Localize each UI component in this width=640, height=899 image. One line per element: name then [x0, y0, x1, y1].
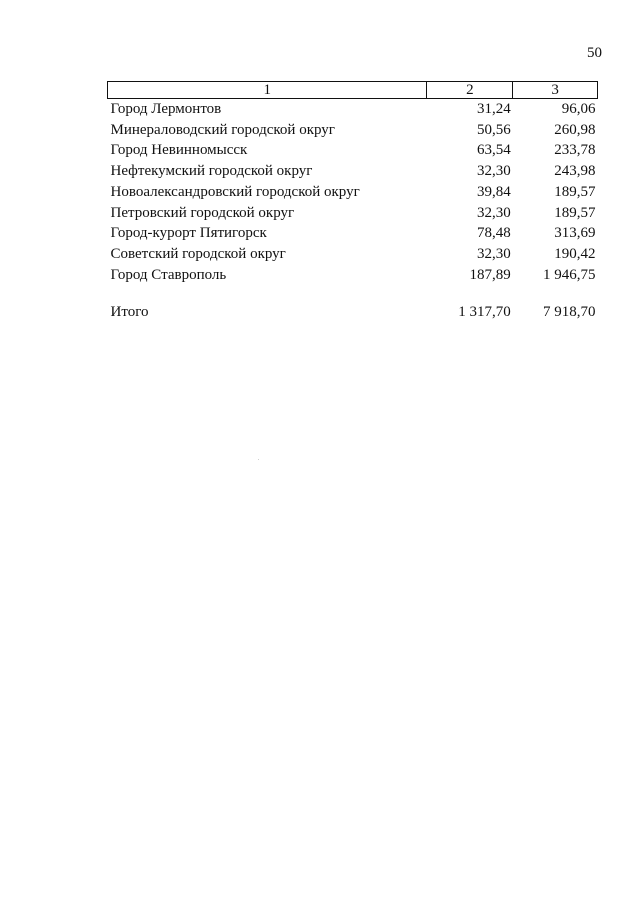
row-value-col2: 32,30 [476, 204, 511, 221]
spacer-cell [513, 285, 598, 302]
row-value-col3: 96,06 [561, 101, 596, 117]
row-value-col3: 260,98 [554, 121, 596, 138]
row-value-col2: 31,24 [476, 101, 511, 117]
row-value-col3: 1 946,75 [543, 266, 596, 283]
total-value-col2: 1 317,70 [458, 304, 511, 321]
row-value-col3: 233,78 [554, 142, 596, 159]
row-value-col2: 78,48 [476, 225, 511, 242]
table-body [108, 99, 598, 324]
row-value-col2: 32,30 [476, 245, 511, 262]
row-name: Город Ставрополь [110, 266, 227, 283]
scan-artifact [258, 459, 259, 460]
total-row [108, 302, 598, 323]
row-value-col2: 63,54 [476, 142, 511, 159]
column-header-1: 1 [108, 82, 427, 99]
row-value-col3: 190,42 [554, 245, 596, 262]
total-value-col3: 7 918,70 [543, 304, 596, 321]
spacer-cell [108, 285, 427, 302]
column-header-3: 3 [513, 82, 598, 99]
row-name: Минераловодский городской округ [110, 121, 335, 138]
row-name: Новоалександровский городской округ [110, 183, 360, 200]
row-name: Петровский городской округ [110, 204, 295, 221]
page-number: 50 [587, 45, 602, 61]
row-value-col2: 187,89 [469, 266, 511, 283]
total-label: Итого [110, 304, 149, 321]
row-value-col2: 32,30 [476, 163, 511, 180]
table-header [108, 82, 598, 99]
row-value-col3: 313,69 [554, 225, 596, 242]
row-value-col2: 50,56 [476, 121, 511, 138]
column-header-2: 2 [427, 82, 513, 99]
table-row [108, 161, 598, 182]
table-row [108, 99, 598, 120]
data-table [107, 81, 598, 323]
header-row [108, 82, 598, 99]
table-row [108, 203, 598, 224]
table-row [108, 182, 598, 203]
row-name: Город-курорт Пятигорск [110, 225, 267, 242]
table-row [108, 265, 598, 286]
row-name: Город Лермонтов [110, 101, 222, 117]
table-row [108, 223, 598, 244]
row-value-col3: 189,57 [554, 204, 596, 221]
row-value-col2: 39,84 [476, 183, 511, 200]
row-name: Город Невинномысск [110, 142, 248, 159]
row-name: Советский городской округ [110, 245, 286, 262]
table-row [108, 244, 598, 265]
row-name: Нефтекумский городской округ [110, 163, 313, 180]
row-value-col3: 189,57 [554, 183, 596, 200]
spacer-row [108, 285, 598, 302]
row-value-col3: 243,98 [554, 163, 596, 180]
table-row [108, 140, 598, 161]
table-row [108, 120, 598, 141]
spacer-cell [427, 285, 513, 302]
